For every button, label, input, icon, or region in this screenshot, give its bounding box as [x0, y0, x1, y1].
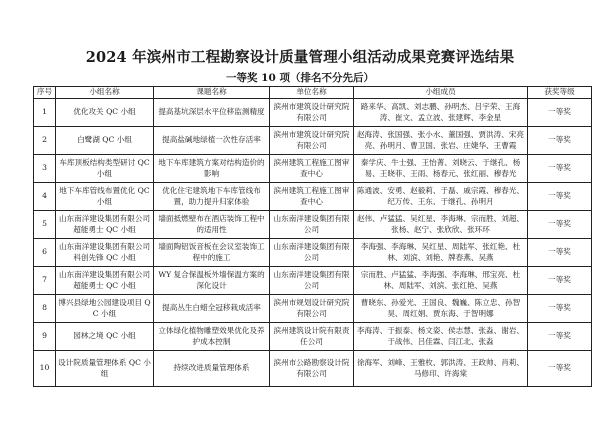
cell-topic: WY 复合保温板外墙保温方案的深化设计 [154, 267, 270, 295]
cell-unit: 滨州市规划设计研究院有限公司 [270, 295, 354, 323]
cell-award: 一等奖 [528, 211, 592, 239]
cell-topic: 墙面陶铝饭音板在会议室装饰工程中的施工 [154, 239, 270, 267]
header-award: 获奖等级 [528, 87, 592, 99]
cell-topic: 优化住宅建筑地下车库管线布置，助力提升归家体验 [154, 183, 270, 211]
cell-no: 7 [34, 267, 56, 295]
document-subtitle: 一等奖 10 项（排名不分先后） [226, 72, 374, 84]
cell-group: 设计院质量管理体系 QC 小组 [56, 351, 154, 387]
cell-group: 园林之境 QC 小组 [56, 323, 154, 351]
cell-award: 一等奖 [528, 155, 592, 183]
table-row [34, 351, 592, 387]
table-header-row [34, 87, 592, 99]
cell-unit: 滨州市建筑设计研究院有限公司 [270, 127, 354, 155]
cell-group: 地下车库管线布置优化 QC 小组 [56, 183, 154, 211]
cell-group: 山东南洋建设集团有限公司超能勇士 QC 小组 [56, 267, 154, 295]
cell-group: 山东南洋建设集团有限公司科创先锋 QC 小组 [56, 239, 154, 267]
cell-award: 一等奖 [528, 183, 592, 211]
cell-no: 6 [34, 239, 56, 267]
cell-no: 8 [34, 295, 56, 323]
table-row [34, 323, 592, 351]
cell-no: 5 [34, 211, 56, 239]
results-table [33, 86, 592, 387]
cell-no: 10 [34, 351, 56, 387]
table-row [34, 155, 592, 183]
cell-topic: 提高基坑深层水平位移监测精度 [154, 99, 270, 127]
cell-award: 一等奖 [528, 127, 592, 155]
cell-members: 赵伟、卢猛猛、吴红星、李海琳、宗而胜、刘超、张杨、赵宁、张欣欣、张环环 [354, 211, 528, 239]
cell-group: 车库顶板结构类型研讨 QC 小组 [56, 155, 154, 183]
document-title: 2024 年滨州市工程勘察设计质量管理小组活动成果竞赛评选结果 [85, 49, 515, 66]
cell-members: 李海涛、于振泰、杨文姿、侯志慧、张淼、谢岩、于战伟、吕佳霖、闫江北、张淼 [354, 323, 528, 351]
table-row [34, 239, 592, 267]
cell-unit: 滨州建筑设计院有限责任公司 [270, 323, 354, 351]
cell-award: 一等奖 [528, 295, 592, 323]
cell-unit: 滨州建筑工程施工图审查中心 [270, 183, 354, 211]
cell-award: 一等奖 [528, 351, 592, 387]
cell-no: 4 [34, 183, 56, 211]
cell-award: 一等奖 [528, 267, 592, 295]
cell-unit: 滨州建筑工程施工图审查中心 [270, 155, 354, 183]
cell-topic: 持续改进质量管理体系 [154, 351, 270, 387]
cell-members: 宗而胜、卢猛猛、李海强、李海琳、邢宝亮、杜林、周陆军、刘滨、张红艳、吴燕 [354, 267, 528, 295]
cell-no: 3 [34, 155, 56, 183]
cell-award: 一等奖 [528, 323, 592, 351]
cell-members: 李海强、李海琳、吴红星、周陆军、张红艳、杜林、刘滨、刘艳、牌春燕、吴燕 [354, 239, 528, 267]
cell-group: 山东南洋建设集团有限公司超能勇士 QC 小组 [56, 211, 154, 239]
table-row [34, 127, 592, 155]
cell-group: 白鹭湖 QC 小组 [56, 127, 154, 155]
cell-topic: 地下车库建筑方案对结构造价的影响 [154, 155, 270, 183]
cell-members: 路来华、高凯、刘志鹏、孙明杰、吕宇荣、王海涛、崔文、孟立波、张建辉、李金星 [354, 99, 528, 127]
cell-no: 2 [34, 127, 56, 155]
cell-members: 赵海涛、张国强、张小水、董国强、贾洪涛、宋亮亮、孙明月、曹卫国、张岩、庄婕华、王曹霞 [354, 127, 528, 155]
cell-group: 博兴县绿地公园建设项目 QC 小组 [56, 295, 154, 323]
cell-topic: 提高丛生白蜡全冠移栽成活率 [154, 295, 270, 323]
cell-unit: 滨州市公路勘察设计院有限公司 [270, 351, 354, 387]
cell-topic: 墙面抵燃壁布在酒店装饰工程中的适用性 [154, 211, 270, 239]
cell-group: 优化攻关 QC 小组 [56, 99, 154, 127]
header-group: 小组名称 [56, 87, 154, 99]
cell-members: 陈通波、安勇、赵毅莉、于磊、戚宗霞、穆春光、纪万传、王东、于继孔、孙明月 [354, 183, 528, 211]
cell-award: 一等奖 [528, 239, 592, 267]
header-members: 小组成员 [354, 87, 528, 99]
header-topic: 课题名称 [154, 87, 270, 99]
header-unit: 单位名称 [270, 87, 354, 99]
cell-unit: 滨州市建筑设计研究院有限公司 [270, 99, 354, 127]
table-row [34, 295, 592, 323]
cell-topic: 立体绿化植物雕塑效果优化及养护成本控制 [154, 323, 270, 351]
table-row [34, 211, 592, 239]
cell-topic: 提高盐碱地绿植一次性存活率 [154, 127, 270, 155]
cell-award: 一等奖 [528, 99, 592, 127]
cell-unit: 山东南洋建设集团有限公司 [270, 211, 354, 239]
table-row [34, 183, 592, 211]
table-row [34, 99, 592, 127]
table-row [34, 267, 592, 295]
cell-members: 徐海军、刘峰、王雅枚、郭洪涛、王政帅、肖莉、马修印、许海棠 [354, 351, 528, 387]
cell-no: 1 [34, 99, 56, 127]
header-no: 序号 [34, 87, 56, 99]
cell-no: 9 [34, 323, 56, 351]
cell-members: 秦学庆、牛士强、王怡菁、刘晓云、于继孔、杨易、王晓菲、王雨、杨春元、张红丽、穆春光 [354, 155, 528, 183]
cell-unit: 山东南洋建设集团有限公司 [270, 239, 354, 267]
cell-members: 曹晓东、孙爱光、王国良、魏巍、陈立忠、孙智昊、周红娟、贾东海、于智明娜 [354, 295, 528, 323]
cell-unit: 山东南洋建设集团有限公司 [270, 267, 354, 295]
